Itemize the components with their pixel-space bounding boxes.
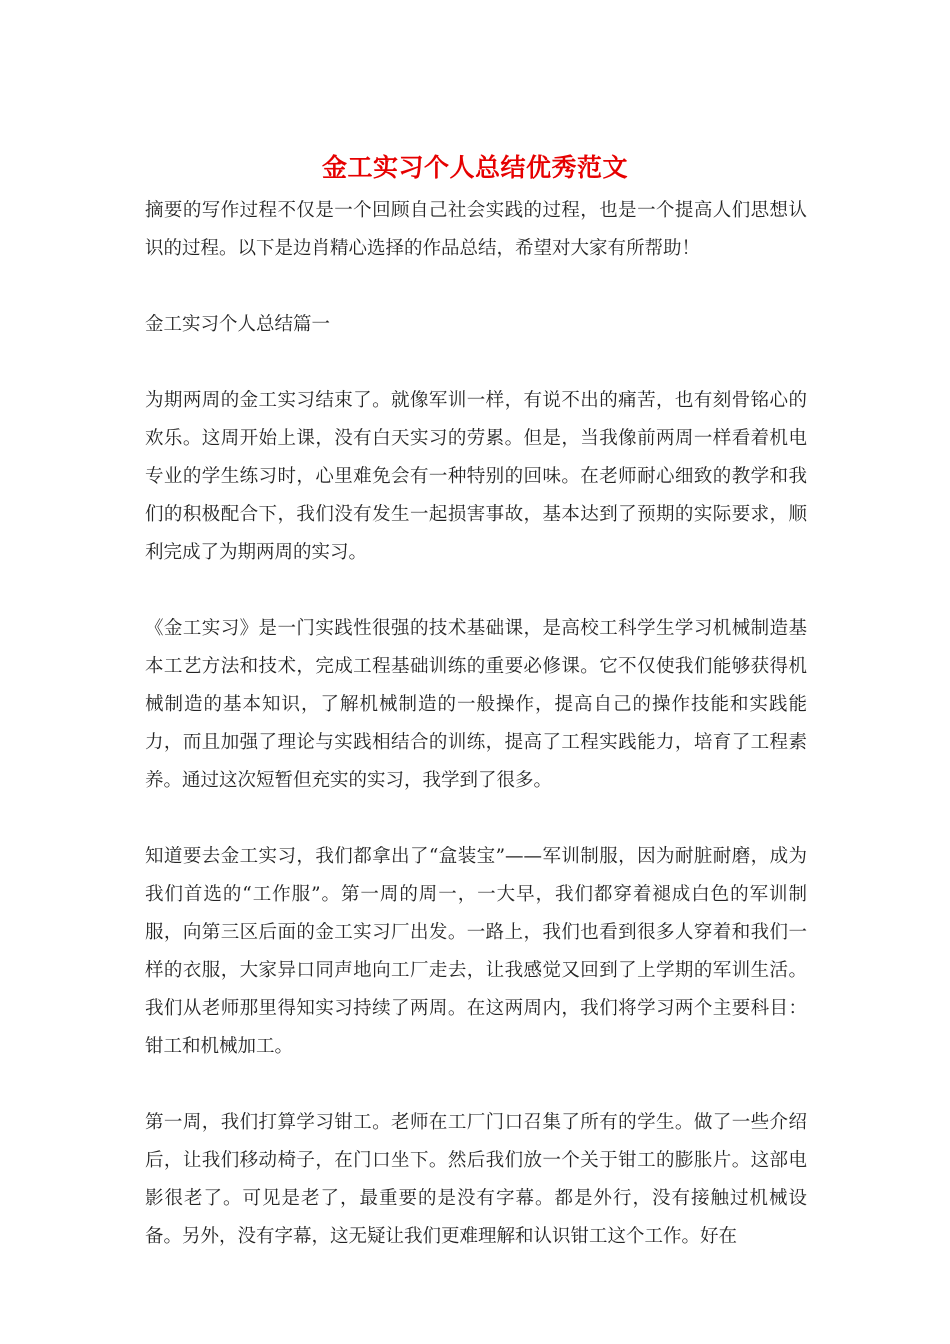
section-heading: 金工实习个人总结篇一 [145, 314, 331, 335]
paragraph: 《金工实习》是一门实践性很强的技术基础课，是高校工科学生学习机械制造基本工艺方法和技术，完成工程基础训练的重要必修课。它不仅使我们能够获得机械制造的基本知识，了解机械制造的一般操作，提高自己的操作技能和实践能力，而且加强了理论与实践相结合的训练，提高了工程实践能力，培育了工程素养。通过这次短暂但充实的实习，我学到了很多。 [145, 618, 807, 791]
paragraph: 知道要去金工实习，我们都拿出了“盒装宝”——军训制服，因为耐脏耐磨，成为我们首选的“工作服”。第一周的周一，一大早，我们都穿着褪成白色的军训制服，向第三区后面的金工实习厂出发。一路上，我们也看到很多人穿着和我们一样的衣服，大家异口同声地向工厂走去，让我感觉又回到了上学期的军训生活。我们从老师那里得知实习持续了两周。在这两周内，我们将学习两个主要科目：钳工和机械加工。 [145, 846, 807, 1057]
paragraph: 第一周，我们打算学习钳工。老师在工厂门口召集了所有的学生。做了一些介绍后，让我们移动椅子，在门口坐下。然后我们放一个关于钳工的膨胀片。这部电影很老了。可见是老了，最重要的是没有字幕。都是外行，没有接触过机械设备。另外，没有字幕，这无疑让我们更难理解和认识钳工这个工作。好在 [145, 1112, 807, 1247]
document-title: 金工实习个人总结优秀范文 [321, 153, 628, 182]
document-body [145, 192, 807, 1256]
paragraph-abstract: 摘要的写作过程不仅是一个回顾自己社会实践的过程，也是一个提高人们思想认识的过程。以下是边肖精心选择的作品总结，希望对大家有所帮助！ [145, 200, 807, 259]
paragraph: 为期两周的金工实习结束了。就像军训一样，有说不出的痛苦，也有刻骨铭心的欢乐。这周开始上课，没有白天实习的劳累。但是，当我像前两周一样看着机电专业的学生练习时，心里难免会有一种特别的回味。在老师耐心细致的教学和我们的积极配合下，我们没有发生一起损害事故，基本达到了预期的实际要求，顺利完成了为期两周的实习。 [145, 390, 807, 563]
